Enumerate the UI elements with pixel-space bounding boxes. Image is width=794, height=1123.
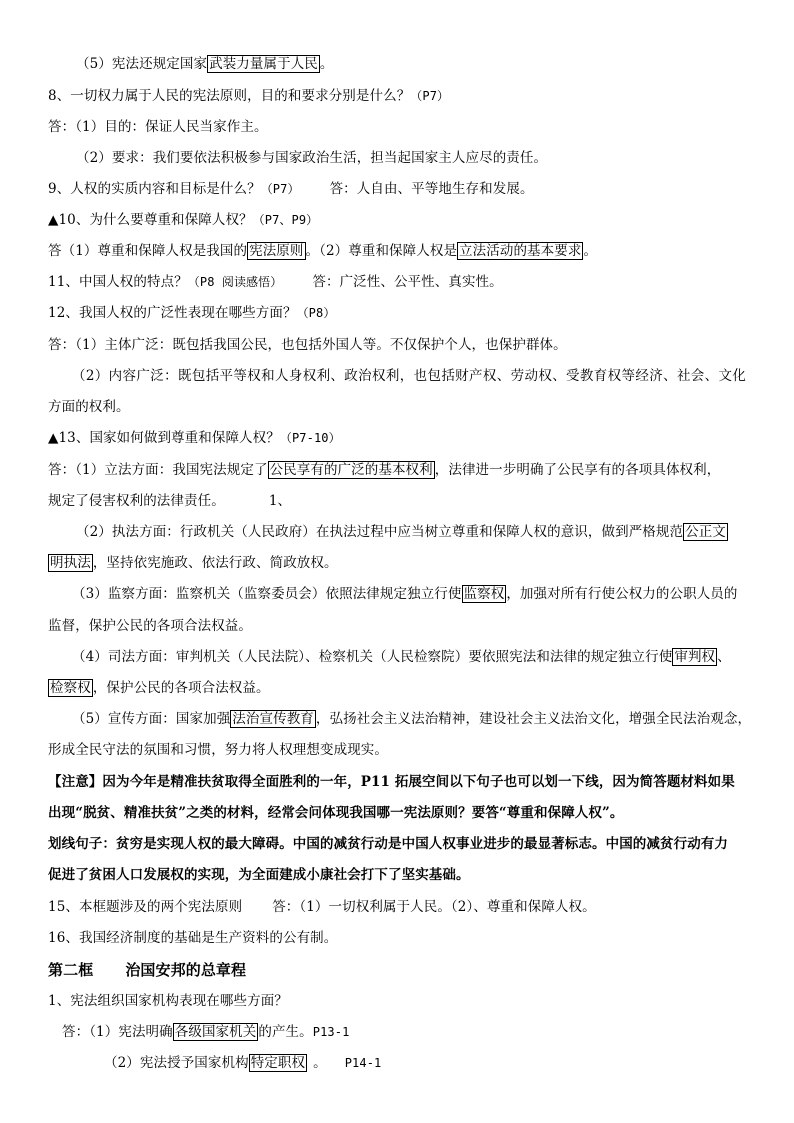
question-16: 16、我国经济制度的基础是生产资料的公有制。 bbox=[48, 930, 338, 946]
answer-8-purpose: 答：（1）目的：保证人民当家作主。 bbox=[48, 119, 268, 135]
question-8: 8、一切权力属于人民的宪法原则，目的和要求分别是什么？（P7） bbox=[48, 88, 450, 104]
answer-13-enforcement-cont: 明执法 ，坚持依宪施政、依法行政、简政放权。 bbox=[50, 555, 338, 571]
boxed-keyword: 宪法原则 bbox=[249, 243, 304, 259]
boxed-keyword: 立法活动的基本要求 bbox=[459, 243, 582, 259]
question-13: ▲13、国家如何做到尊重和保障人权？（P7-10） bbox=[48, 430, 341, 446]
underline-sentence-2: 促进了贫困人口发展权的实现，为全面建成小康社会打下了坚实基础。 bbox=[48, 867, 470, 883]
note-line-1: 【注意】因为今年是精准扶贫取得全面胜利的一年，P11 拓展空间以下句子也可以划一下线，因为简答题材料如果 bbox=[48, 774, 735, 790]
question-1: 1、宪法组织国家机构表现在哪些方面？ bbox=[48, 993, 288, 1009]
answer-12-content-cont: 方面的权利。 bbox=[48, 399, 130, 415]
boxed-keyword: 公正文 bbox=[685, 524, 726, 540]
boxed-keyword: 监察权 bbox=[463, 586, 505, 602]
question-15: 15、本框题涉及的两个宪法原则 答：（1）一切权利属于人民。（2）、尊重和保障人权。 bbox=[48, 899, 596, 915]
answer-13-publicity: （5）宣传方面：国家加强 法治宣传教育 ，弘扬社会主义法治精神，建设社会主义法治文化，增强全民法治观念， bbox=[72, 711, 752, 727]
boxed-keyword: 公民享有的广泛的基本权利 bbox=[269, 462, 433, 478]
answer-13-judicial-cont: 检察权 ，保护公民的各项合法权益。 bbox=[50, 680, 270, 696]
question-11: 11、中国人权的特点？（P8 阅读感悟） 答：广泛性、公平性、真实性。 bbox=[48, 274, 503, 290]
answer-12-content: （2）内容广泛：既包括平等权和人身权利、政治权利，也包括财产权、劳动权、受教育权等经济、社会、文化 bbox=[72, 368, 746, 384]
question-12: 12、我国人权的广泛性表现在哪些方面？（P8） bbox=[48, 305, 336, 321]
underline-sentence-1: 划线句子：贫穷是实现人权的最大障碍。中国的减贫行动是中国人权事业进步的最显著标志。中国的减贫行动有力 bbox=[48, 836, 728, 852]
question-9: 9、人权的实质内容和目标是什么？（P7） 答：人自由、平等地生存和发展。 bbox=[48, 181, 534, 197]
boxed-keyword: 法治宣传教育 bbox=[232, 711, 314, 727]
answer-1-part-2: （2）宪法授予国家机构 特定职权 。 P14-1 bbox=[104, 1055, 382, 1071]
line-constitution-armed-forces: （5）宪法还规定国家 武装力量属于人民 。 bbox=[76, 56, 334, 72]
answer-10: 答（1）尊重和保障人权是我国的 宪法原则 。（2）尊重和保障人权是 立法活动的基本要求 。 bbox=[48, 243, 598, 259]
answer-13-supervision-cont: 监督，保护公民的各项合法权益。 bbox=[48, 618, 252, 634]
boxed-keyword: 审判权 bbox=[674, 649, 716, 665]
boxed-keyword: 检察权 bbox=[50, 680, 91, 696]
note-line-2: 出现“脱贫、精准扶贫”之类的材料，经常会问体现我国哪一宪法原则？要答“尊重和保障人权”。 bbox=[48, 805, 624, 821]
answer-13-legislation: 答：（1）立法方面：我国宪法规定了 公民享有的广泛的基本权利 ，法律进一步明确了公民享有的各项具体权利， bbox=[48, 462, 721, 478]
answer-12-subject: 答：（1）主体广泛：既包括我国公民，也包括外国人等。不仅保护个人，也保护群体。 bbox=[48, 337, 567, 353]
boxed-keyword: 武装力量属于人民 bbox=[209, 56, 318, 72]
boxed-keyword: 特定职权 bbox=[250, 1055, 306, 1071]
answer-1-part-1: 答：（1）宪法明确 各级国家机关 的产生。P13-1 bbox=[62, 1024, 350, 1040]
answer-13-publicity-cont: 形成全民守法的氛围和习惯，努力将人权理想变成现实。 bbox=[48, 742, 388, 758]
boxed-keyword: 各级国家机关 bbox=[174, 1024, 257, 1040]
answer-13-judicial: （4）司法方面：审判机关（人民法院）、检察机关（人民检察院）要依照宪法和法律的规定独立行使 审判权 、 bbox=[72, 649, 731, 665]
boxed-keyword: 明执法 bbox=[50, 555, 91, 571]
section-heading: 第二框 治国安邦的总章程 bbox=[48, 961, 247, 979]
question-10: ▲10、为什么要尊重和保障人权？（P7、P9） bbox=[48, 212, 319, 228]
answer-13-legislation-cont: 规定了侵害权利的法律责任。 1、 bbox=[48, 493, 292, 509]
answer-8-requirement: （2）要求：我们要依法积极参与国家政治生活，担当起国家主人应尽的责任。 bbox=[76, 150, 548, 166]
answer-13-enforcement: （2）执法方面：行政机关（人民政府）在执法过程中应当树立尊重和保障人权的意识，做到严格规范 公正文 bbox=[76, 524, 726, 540]
answer-13-supervision: （3）监察方面：监察机关（监察委员会）依照法律规定独立行使 监察权 ，加强对所有行使公权力的公职人员的 bbox=[72, 586, 738, 602]
